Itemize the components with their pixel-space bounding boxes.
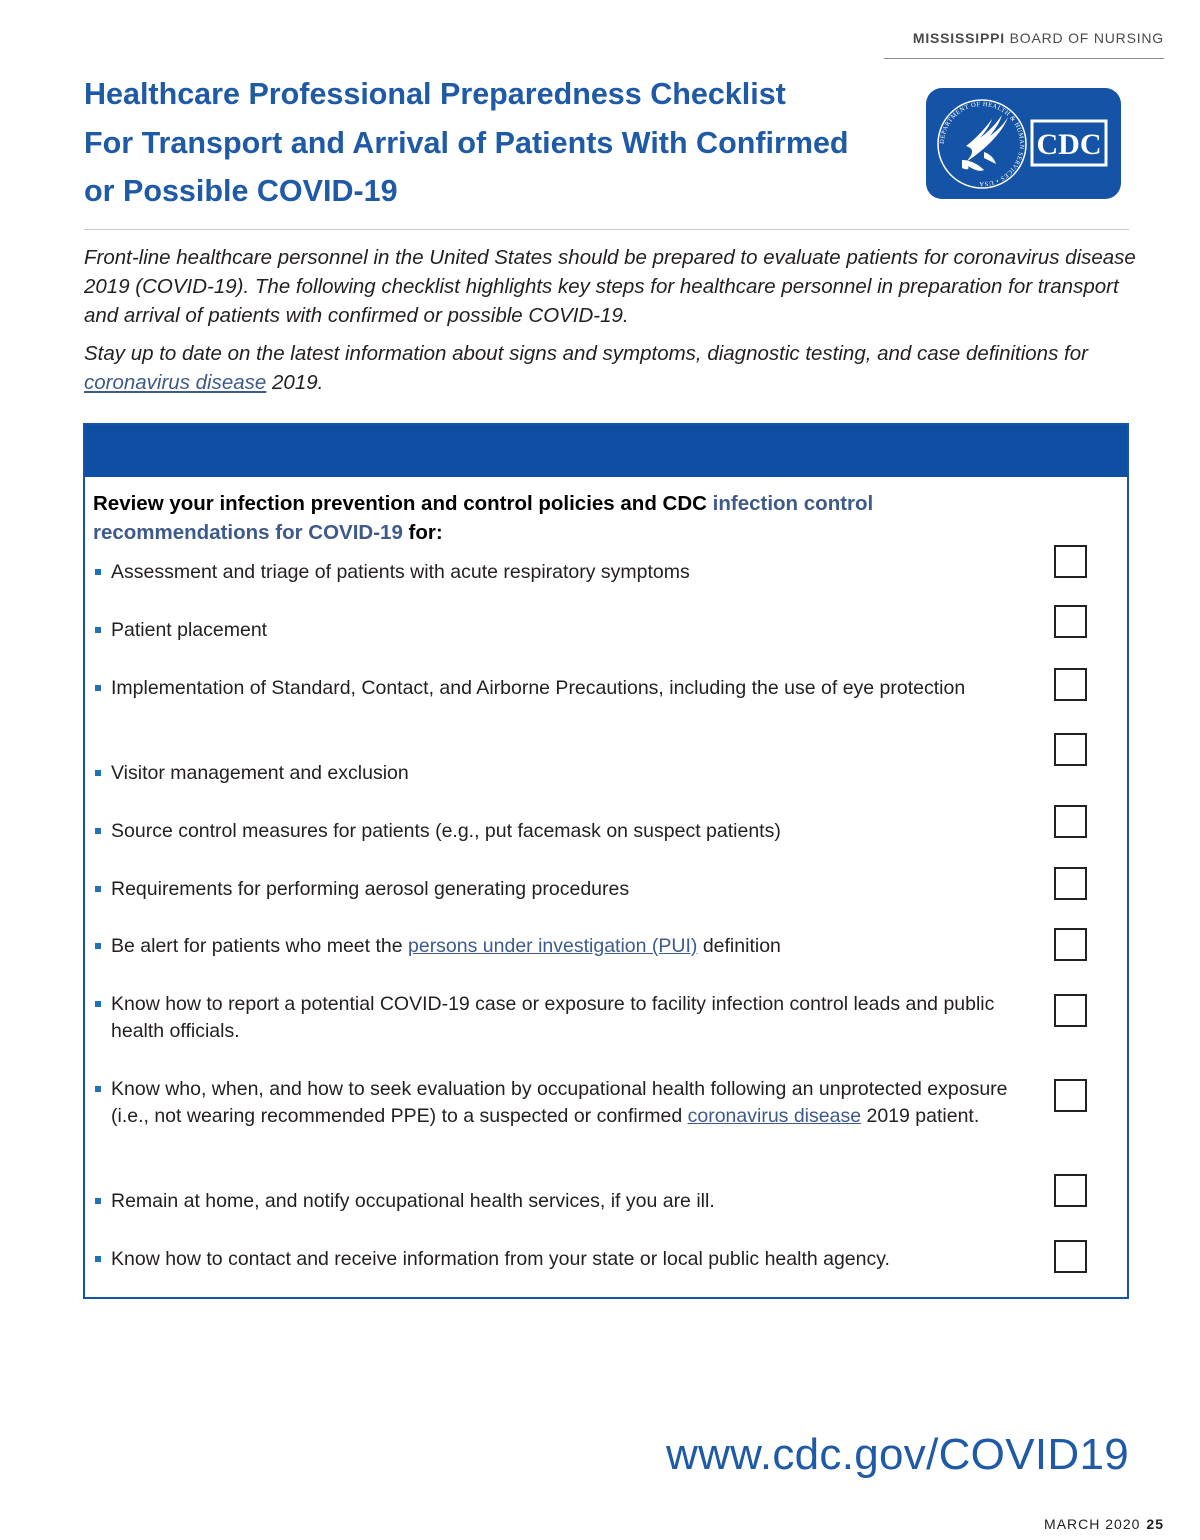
header-org-name: MISSISSIPPI	[912, 30, 1005, 46]
bullet-icon	[95, 1256, 101, 1262]
checklist-item-text: Patient placement	[111, 619, 268, 641]
bullet-icon	[95, 886, 101, 892]
checklist-item	[93, 1246, 1023, 1273]
bullet-icon	[95, 685, 101, 691]
bullet-icon	[95, 627, 101, 633]
bullet-icon	[95, 1086, 101, 1092]
intro-paragraph-2-end: 2019.	[266, 371, 324, 394]
title-line-3: or Possible COVID-19	[84, 174, 398, 208]
checklist-checkbox-3[interactable]	[1054, 668, 1087, 701]
checklist-item-text: Remain at home, and notify occupational health services, if you are ill.	[111, 1190, 715, 1212]
checklist-item-text: Requirements for performing aerosol generating procedures	[111, 878, 630, 900]
checklist-item-text: Know how to contact and receive information from your state or local public health agency.	[111, 1248, 890, 1270]
checklist-panel	[83, 423, 1129, 1299]
checklist-heading-text: Review your infection prevention and control policies and CDC	[93, 492, 713, 515]
checklist-checkbox-8[interactable]	[1054, 994, 1087, 1027]
bullet-icon	[95, 1198, 101, 1204]
title-line-2: For Transport and Arrival of Patients With Confirmed	[84, 125, 849, 160]
bullet-icon	[95, 1001, 101, 1007]
checklist-item-text: Source control measures for patients (e.g., put facemask on suspect patients)	[111, 820, 781, 842]
checklist-checkbox-6[interactable]	[1054, 867, 1087, 900]
checklist-checkbox-11[interactable]	[1054, 1240, 1087, 1273]
cdc-website-url: www.cdc.gov/COVID19	[666, 1430, 1129, 1479]
checklist-checkbox-5[interactable]	[1054, 805, 1087, 838]
checklist-item	[93, 760, 1023, 787]
footer-date: MARCH 2020	[1044, 1516, 1141, 1532]
checklist-item-text-end: 2019 patient.	[861, 1105, 980, 1127]
checklist-item-text: Be alert for patients who meet the	[111, 935, 408, 957]
page-number: 25	[1146, 1516, 1164, 1532]
title-line-1: Healthcare Professional Preparedness Checklist	[84, 77, 786, 111]
intro-paragraph-1: Front-line healthcare personnel in the United States should be prepared to evaluate patients for coronavirus disease 2019 (COVID-19). The following checklist highlights key steps for healthcare personnel in preparation for transport and arrival of patients with confirmed or possible COVID-19.	[84, 246, 1136, 327]
bullet-icon	[95, 943, 101, 949]
checklist-item	[93, 559, 1023, 586]
infection-control-recommendations-link[interactable]: infection control recommendations for COVID-19	[93, 492, 874, 544]
coronavirus-disease-link[interactable]: coronavirus disease	[84, 371, 267, 394]
page-title	[84, 70, 884, 216]
checklist-item	[93, 1076, 1023, 1130]
cdc-logo-graphic	[926, 88, 1121, 199]
checklist-item	[93, 876, 1023, 903]
checklist-item-text-end: definition	[697, 935, 781, 957]
checklist-item-text: Know who, when, and how to seek evaluation by occupational health following an unprotected exposure (i.e., not wearing recommended PPE) to a suspected or confirmed	[111, 1078, 1008, 1127]
checklist-item-text: Assessment and triage of patients with acute respiratory symptoms	[111, 561, 690, 583]
checklist-item	[93, 933, 1023, 960]
intro-paragraph-2-text: Stay up to date on the latest information about signs and symptoms, diagnostic testing, and case definitions for	[84, 342, 1088, 365]
checklist-heading	[93, 489, 993, 547]
checklist-item	[93, 818, 1023, 845]
checklist-checkbox-10[interactable]	[1054, 1174, 1087, 1207]
checklist-item-text: Implementation of Standard, Contact, and Airborne Precautions, including the use of eye protection	[111, 677, 966, 699]
checklist-item	[93, 991, 1023, 1045]
eagle-icon	[962, 115, 1008, 171]
checklist-item	[93, 1188, 1023, 1215]
title-divider	[84, 229, 1129, 230]
checklist-checkbox-2[interactable]	[1054, 605, 1087, 638]
coronavirus-disease-link-2[interactable]: coronavirus disease	[687, 1105, 862, 1127]
checklist-checkbox-7[interactable]	[1054, 928, 1087, 961]
cdc-logo-text: CDC	[1036, 128, 1102, 161]
checklist-checkbox-1[interactable]	[1054, 545, 1087, 578]
checklist-item	[93, 617, 1023, 644]
cdc-logo	[926, 88, 1121, 199]
checklist-header-band	[85, 425, 1127, 477]
bullet-icon	[95, 770, 101, 776]
pui-definition-link[interactable]: persons under investigation (PUI)	[408, 935, 698, 957]
checklist-checkbox-4[interactable]	[1054, 733, 1087, 766]
checklist-item-text: Visitor management and exclusion	[111, 762, 409, 784]
intro-paragraph-2	[84, 339, 1144, 397]
checklist-item	[93, 675, 1023, 702]
header-rule	[884, 58, 1164, 59]
page-footer	[1044, 1516, 1164, 1532]
hhs-seal-ring-text: DEPARTMENT OF HEALTH & HUMAN SERVICES • USA	[938, 100, 1026, 188]
bullet-icon	[95, 828, 101, 834]
bullet-icon	[95, 569, 101, 575]
checklist-heading-end: for:	[402, 521, 443, 544]
intro-text	[84, 243, 1144, 406]
document-header	[0, 30, 1200, 58]
checklist-item-text: Know how to report a potential COVID-19 case or exposure to facility infection control leads and public health officials.	[111, 993, 995, 1042]
checklist-checkbox-9[interactable]	[1054, 1079, 1087, 1112]
header-org-rest: BOARD OF NURSING	[1004, 30, 1164, 46]
